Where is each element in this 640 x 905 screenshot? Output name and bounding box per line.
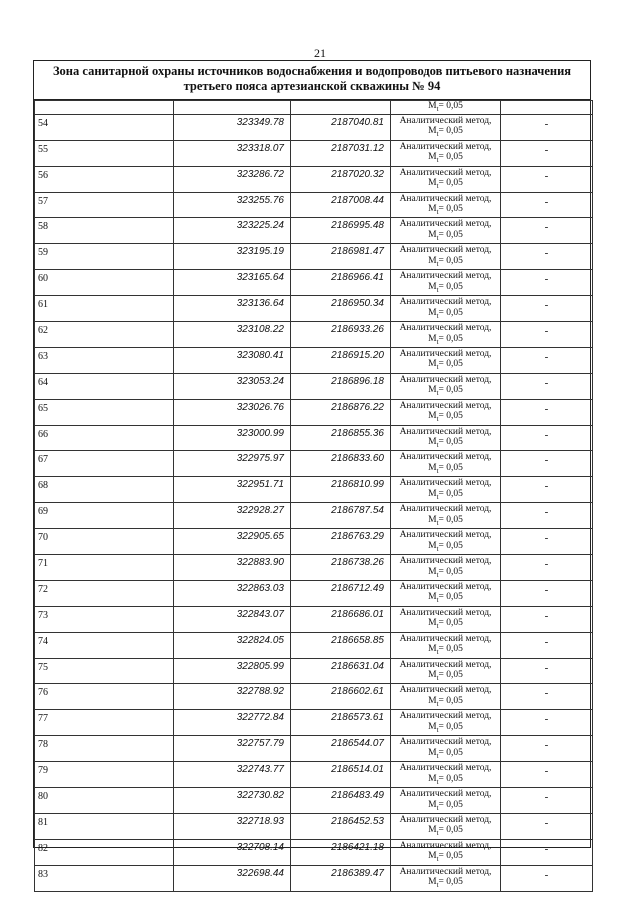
- description-cell: -: [501, 270, 593, 296]
- table-row: [35, 477, 593, 503]
- method-label: Аналитический метод,: [399, 866, 492, 877]
- accuracy-label: $M_t= 0,05$: [428, 618, 463, 631]
- method-cell: [391, 503, 501, 529]
- y-coordinate-cell: 2186995.48: [291, 218, 391, 244]
- accuracy-label: $M_t= 0,05$: [428, 540, 463, 553]
- x-coordinate-cell: 322708.14: [174, 839, 291, 865]
- method-label: Аналитический метод,: [399, 504, 492, 515]
- accuracy-label: $M_t= 0,05$: [428, 566, 463, 579]
- method-cell: [391, 425, 501, 451]
- method-cell: [391, 114, 501, 140]
- point-number-cell: 57: [35, 192, 174, 218]
- accuracy-label: $M_t= 0,05$: [428, 825, 463, 838]
- y-coordinate-cell: 2186896.18: [291, 373, 391, 399]
- x-coordinate-cell: 323080.41: [174, 347, 291, 373]
- table-row: [35, 762, 593, 788]
- table-row: [35, 399, 593, 425]
- method-label: Аналитический метод,: [399, 219, 492, 230]
- description-cell: -: [501, 322, 593, 348]
- point-number-cell: 61: [35, 296, 174, 322]
- table-row: [35, 839, 593, 865]
- method-cell: [391, 270, 501, 296]
- table-row: [35, 373, 593, 399]
- y-coordinate-cell: 2186915.20: [291, 347, 391, 373]
- accuracy-label: $M_t= 0,05$: [428, 437, 463, 449]
- description-cell: -: [501, 684, 593, 710]
- accuracy-label: $M_t= 0,05$: [428, 229, 463, 242]
- accuracy-label: $M_t= 0,05$: [428, 695, 463, 708]
- description-cell: -: [501, 218, 593, 244]
- accuracy-label: $M_t= 0,05$: [428, 747, 463, 760]
- y-coordinate-cell: 2186658.85: [291, 632, 391, 658]
- method-cell: [391, 736, 501, 762]
- method-cell: [391, 322, 501, 348]
- x-coordinate-cell: 322805.99: [174, 658, 291, 684]
- y-coordinate-cell: 2186712.49: [291, 580, 391, 606]
- method-label: Аналитический метод,: [399, 193, 492, 204]
- description-cell: -: [501, 451, 593, 477]
- x-coordinate-cell: 322928.27: [174, 503, 291, 529]
- accuracy-label: $M_t= 0,05$: [428, 514, 463, 527]
- coordinates-table-body: [35, 101, 593, 892]
- method-label: Аналитический метод,: [399, 840, 492, 851]
- x-coordinate-cell: 322843.07: [174, 606, 291, 632]
- accuracy-label: $M_t= 0,05$: [428, 773, 463, 786]
- y-coordinate-cell: 2186631.04: [291, 658, 391, 684]
- accuracy-label: $M_t= 0,05$: [428, 592, 463, 605]
- accuracy-label: $M_t= 0,05$: [428, 204, 463, 216]
- point-number-cell: 60: [35, 270, 174, 296]
- method-cell: [391, 788, 501, 814]
- x-coordinate-cell: 322718.93: [174, 813, 291, 839]
- method-label: Аналитический метод,: [399, 530, 492, 541]
- method-cell: [391, 606, 501, 632]
- description-cell: -: [501, 658, 593, 684]
- method-cell: [391, 192, 501, 218]
- x-coordinate-cell: 322824.05: [174, 632, 291, 658]
- method-cell: [391, 399, 501, 425]
- method-cell: [391, 529, 501, 555]
- description-cell: -: [501, 244, 593, 270]
- method-label: Аналитический метод,: [399, 297, 492, 308]
- method-cell: [391, 140, 501, 166]
- x-coordinate-cell: 322772.84: [174, 710, 291, 736]
- method-cell: [391, 580, 501, 606]
- table-row: [35, 865, 593, 891]
- table-row: [35, 580, 593, 606]
- table-row: [35, 503, 593, 529]
- method-label: Аналитический метод,: [399, 271, 492, 282]
- point-number-cell: 54: [35, 114, 174, 140]
- x-coordinate-cell: 323000.99: [174, 425, 291, 451]
- description-cell: -: [501, 347, 593, 373]
- accuracy-label: $M_t= 0,05$: [428, 307, 463, 320]
- description-cell: -: [501, 477, 593, 503]
- table-row: [35, 736, 593, 762]
- y-coordinate-cell: 2187040.81: [291, 114, 391, 140]
- accuracy-label: $M_t= 0,05$: [428, 877, 463, 890]
- accuracy-label: $M_t= 0,05$: [428, 178, 463, 191]
- x-coordinate-cell: 323026.76: [174, 399, 291, 425]
- point-number-cell: 67: [35, 451, 174, 477]
- y-coordinate-cell: 2187020.32: [291, 166, 391, 192]
- method-cell: [391, 813, 501, 839]
- accuracy-label: $M_t= 0,05$: [428, 126, 463, 139]
- accuracy-cell: $M_t= 0,05$: [391, 101, 501, 115]
- accuracy-label: $M_t= 0,05$: [428, 333, 463, 346]
- description-cell: -: [501, 632, 593, 658]
- description-cell: -: [501, 813, 593, 839]
- accuracy-label: $M_t= 0,05$: [428, 670, 463, 682]
- x-coordinate-cell: 323108.22: [174, 322, 291, 348]
- table-row: [35, 114, 593, 140]
- x-coordinate-cell: 323255.76: [174, 192, 291, 218]
- method-cell: [391, 373, 501, 399]
- description-cell: -: [501, 606, 593, 632]
- y-coordinate-cell: 2186452.53: [291, 813, 391, 839]
- accuracy-label: $M_t= 0,05$: [428, 644, 463, 657]
- table-row: [35, 813, 593, 839]
- document-frame: [33, 60, 591, 890]
- method-label: Аналитический метод,: [399, 426, 492, 437]
- point-number-cell: 83: [35, 865, 174, 891]
- x-coordinate-cell: 322883.90: [174, 555, 291, 581]
- method-cell: [391, 762, 501, 788]
- method-label: Аналитический метод,: [399, 348, 492, 359]
- method-label: Аналитический метод,: [399, 556, 492, 567]
- table-row: [35, 347, 593, 373]
- method-label: Аналитический метод,: [399, 323, 492, 334]
- table-row-continued: [35, 101, 593, 115]
- description-cell: -: [501, 140, 593, 166]
- table-row: [35, 425, 593, 451]
- y-coordinate-cell: 2186738.26: [291, 555, 391, 581]
- table-row: [35, 555, 593, 581]
- y-coordinate-cell: 2186602.61: [291, 684, 391, 710]
- description-cell: -: [501, 296, 593, 322]
- method-label: Аналитический метод,: [399, 141, 492, 152]
- y-coordinate-cell: 2186966.41: [291, 270, 391, 296]
- method-label: Аналитический метод,: [399, 245, 492, 256]
- point-number-cell: 64: [35, 373, 174, 399]
- method-label: Аналитический метод,: [399, 659, 492, 670]
- x-coordinate-cell: 322698.44: [174, 865, 291, 891]
- description-cell: -: [501, 114, 593, 140]
- method-cell: [391, 244, 501, 270]
- method-cell: [391, 347, 501, 373]
- x-coordinate-cell: 323165.64: [174, 270, 291, 296]
- description-cell: -: [501, 710, 593, 736]
- x-coordinate-cell: 322975.97: [174, 451, 291, 477]
- x-coordinate-cell: 323286.72: [174, 166, 291, 192]
- point-number-cell: 62: [35, 322, 174, 348]
- point-number-cell: 71: [35, 555, 174, 581]
- accuracy-label: $M_t= 0,05$: [428, 152, 463, 165]
- x-coordinate-cell: 322730.82: [174, 788, 291, 814]
- method-label: Аналитический метод,: [399, 789, 492, 800]
- table-title: [34, 61, 590, 100]
- point-number-cell: 59: [35, 244, 174, 270]
- method-label: Аналитический метод,: [399, 763, 492, 774]
- x-coordinate-cell: 323195.19: [174, 244, 291, 270]
- x-coordinate-cell: 322951.71: [174, 477, 291, 503]
- description-cell: -: [501, 788, 593, 814]
- description-cell: -: [501, 736, 593, 762]
- x-coordinate-cell: 322863.03: [174, 580, 291, 606]
- table-row: [35, 166, 593, 192]
- point-number-cell: 55: [35, 140, 174, 166]
- y-coordinate-cell: 2187031.12: [291, 140, 391, 166]
- point-number-cell: 56: [35, 166, 174, 192]
- method-cell: [391, 451, 501, 477]
- method-label: Аналитический метод,: [399, 167, 492, 178]
- x-coordinate-cell: 323136.64: [174, 296, 291, 322]
- method-label: Аналитический метод,: [399, 711, 492, 722]
- description-cell: -: [501, 503, 593, 529]
- method-label: Аналитический метод,: [399, 115, 492, 126]
- table-row: [35, 296, 593, 322]
- method-label: Аналитический метод,: [399, 478, 492, 489]
- method-label: Аналитический метод,: [399, 814, 492, 825]
- accuracy-label: $M_t= 0,05$: [428, 799, 463, 812]
- y-coordinate-cell: 2186686.01: [291, 606, 391, 632]
- x-coordinate-cell: 323053.24: [174, 373, 291, 399]
- table-row: [35, 710, 593, 736]
- x-coordinate-cell: 323318.07: [174, 140, 291, 166]
- page-number: 21: [314, 46, 326, 60]
- y-coordinate-cell: 2186981.47: [291, 244, 391, 270]
- point-number-cell: 80: [35, 788, 174, 814]
- x-coordinate-cell: 322743.77: [174, 762, 291, 788]
- table-row: [35, 218, 593, 244]
- table-row: [35, 244, 593, 270]
- table-row: [35, 529, 593, 555]
- table-row: [35, 192, 593, 218]
- method-label: Аналитический метод,: [399, 581, 492, 592]
- accuracy-label: $M_t= 0,05$: [428, 385, 463, 398]
- accuracy-label: $M_t= 0,05$: [428, 488, 463, 501]
- y-coordinate-cell: 2186950.34: [291, 296, 391, 322]
- point-number-cell: 76: [35, 684, 174, 710]
- y-coordinate-cell: 2186933.26: [291, 322, 391, 348]
- point-number-cell: 63: [35, 347, 174, 373]
- y-coordinate-cell: 2186876.22: [291, 399, 391, 425]
- point-number-cell: 79: [35, 762, 174, 788]
- table-row: [35, 270, 593, 296]
- description-cell: -: [501, 192, 593, 218]
- y-coordinate-cell: 2186787.54: [291, 503, 391, 529]
- method-cell: [391, 684, 501, 710]
- table-row: [35, 140, 593, 166]
- point-number-cell: 73: [35, 606, 174, 632]
- accuracy-label: $M_t= 0,05$: [428, 411, 463, 424]
- table-row: [35, 606, 593, 632]
- method-label: Аналитический метод,: [399, 737, 492, 748]
- point-number-cell: 58: [35, 218, 174, 244]
- x-coordinate-cell: 322788.92: [174, 684, 291, 710]
- accuracy-label: $M_t= 0,05$: [428, 255, 463, 268]
- y-coordinate-cell: 2186544.07: [291, 736, 391, 762]
- coordinates-table: [34, 100, 593, 892]
- method-label: Аналитический метод,: [399, 400, 492, 411]
- table-row: [35, 788, 593, 814]
- method-label: Аналитический метод,: [399, 374, 492, 385]
- point-number-cell: 74: [35, 632, 174, 658]
- description-cell: -: [501, 839, 593, 865]
- point-number-cell: 65: [35, 399, 174, 425]
- accuracy-label: $M_t= 0,05$: [428, 281, 463, 294]
- accuracy-label: $M_t= 0,05$: [428, 359, 463, 372]
- title-line-2: третьего пояса артезианской скважины № 94: [183, 79, 441, 93]
- point-number-cell: 78: [35, 736, 174, 762]
- y-coordinate-cell: 2186810.99: [291, 477, 391, 503]
- table-row: [35, 322, 593, 348]
- table-row: [35, 632, 593, 658]
- method-cell: [391, 218, 501, 244]
- method-cell: [391, 296, 501, 322]
- description-cell: -: [501, 166, 593, 192]
- description-cell: -: [501, 555, 593, 581]
- method-cell: [391, 477, 501, 503]
- method-label: Аналитический метод,: [399, 685, 492, 696]
- accuracy-label: $M_t= 0,05$: [428, 851, 463, 864]
- y-coordinate-cell: 2186855.36: [291, 425, 391, 451]
- method-cell: [391, 865, 501, 891]
- accuracy-label: $M_t= 0,05$: [428, 721, 463, 734]
- method-cell: [391, 555, 501, 581]
- point-number-cell: 66: [35, 425, 174, 451]
- point-number-cell: 82: [35, 839, 174, 865]
- point-number-cell: 81: [35, 813, 174, 839]
- y-coordinate-cell: 2186389.47: [291, 865, 391, 891]
- method-label: Аналитический метод,: [399, 607, 492, 618]
- x-coordinate-cell: 323225.24: [174, 218, 291, 244]
- y-coordinate-cell: 2187008.44: [291, 192, 391, 218]
- title-line-1: Зона санитарной охраны источников водоснабжения и водопроводов питьевого назначения: [52, 64, 572, 78]
- y-coordinate-cell: 2186573.61: [291, 710, 391, 736]
- y-coordinate-cell: 2186833.60: [291, 451, 391, 477]
- method-label: Аналитический метод,: [399, 633, 492, 644]
- x-coordinate-cell: 323349.78: [174, 114, 291, 140]
- method-cell: [391, 166, 501, 192]
- description-cell: -: [501, 373, 593, 399]
- method-label: Аналитический метод,: [399, 452, 492, 463]
- description-cell: -: [501, 529, 593, 555]
- description-cell: -: [501, 762, 593, 788]
- point-number-cell: 77: [35, 710, 174, 736]
- x-coordinate-cell: 322757.79: [174, 736, 291, 762]
- table-row: [35, 684, 593, 710]
- description-cell: -: [501, 865, 593, 891]
- point-number-cell: 69: [35, 503, 174, 529]
- method-cell: [391, 839, 501, 865]
- description-cell: -: [501, 399, 593, 425]
- description-cell: -: [501, 425, 593, 451]
- point-number-cell: 75: [35, 658, 174, 684]
- method-cell: [391, 710, 501, 736]
- y-coordinate-cell: 2186514.01: [291, 762, 391, 788]
- y-coordinate-cell: 2186421.18: [291, 839, 391, 865]
- table-row: [35, 658, 593, 684]
- method-cell: [391, 632, 501, 658]
- method-cell: [391, 658, 501, 684]
- table-row: [35, 451, 593, 477]
- description-cell: -: [501, 580, 593, 606]
- point-number-cell: 68: [35, 477, 174, 503]
- x-coordinate-cell: 322905.65: [174, 529, 291, 555]
- point-number-cell: 72: [35, 580, 174, 606]
- y-coordinate-cell: 2186763.29: [291, 529, 391, 555]
- point-number-cell: 70: [35, 529, 174, 555]
- y-coordinate-cell: 2186483.49: [291, 788, 391, 814]
- accuracy-label: $M_t= 0,05$: [428, 462, 463, 475]
